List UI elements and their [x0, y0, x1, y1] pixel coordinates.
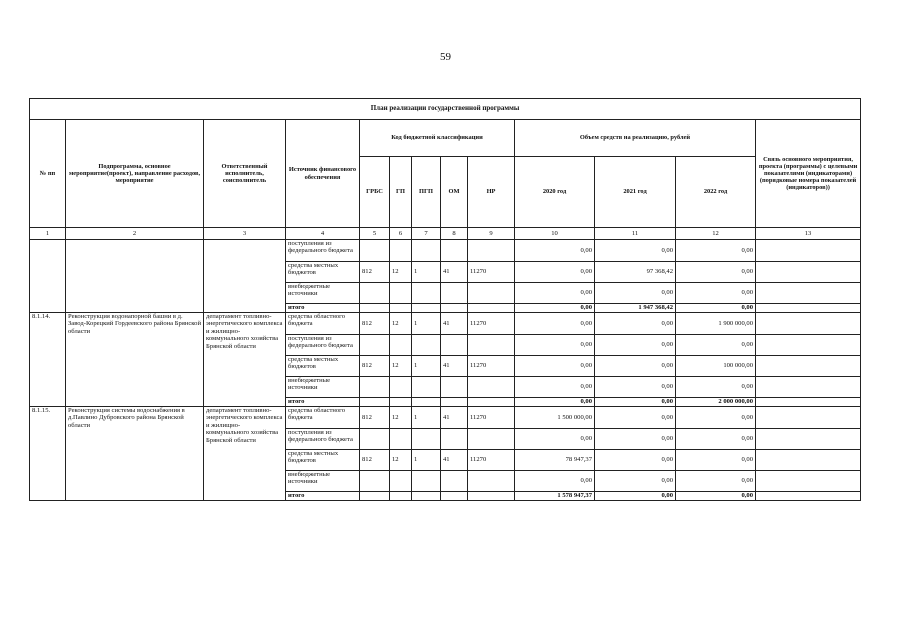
- amount-2020-cell: 0,00: [515, 471, 595, 492]
- amount-2022-cell: 0,00: [676, 262, 756, 283]
- source-cell: средства областного бюджета: [286, 313, 360, 335]
- header-2022: 2022 год: [676, 157, 756, 228]
- executor-cell: департамент топливно-энергетического комплекса и жилищно-коммунального хозяйства Брянской области: [204, 313, 286, 407]
- amount-2021-cell: 0,00: [595, 377, 676, 398]
- om-cell: 41: [441, 450, 468, 471]
- indicator-link-cell: [756, 335, 861, 356]
- pgp-cell: [412, 304, 441, 313]
- amount-2021-cell: 0,00: [595, 429, 676, 450]
- program-plan-table: [29, 98, 861, 501]
- grbs-cell: [360, 492, 390, 501]
- amount-2022-cell: 0,00: [676, 429, 756, 450]
- amount-2020-cell: 0,00: [515, 283, 595, 304]
- header-number: № пп: [30, 120, 66, 228]
- gp-cell: 12: [390, 407, 412, 429]
- table-row: [30, 240, 861, 262]
- amount-2020-cell: 1 500 000,00: [515, 407, 595, 429]
- source-cell: внебюджетные источники: [286, 283, 360, 304]
- executor-cell: департамент топливно-энергетического комплекса и жилищно-коммунального хозяйства Брянской области: [204, 407, 286, 501]
- om-cell: 41: [441, 356, 468, 377]
- column-number: 2: [66, 228, 204, 240]
- nr-cell: 11270: [468, 356, 515, 377]
- gp-cell: [390, 335, 412, 356]
- grbs-cell: [360, 335, 390, 356]
- om-cell: 41: [441, 262, 468, 283]
- grbs-cell: [360, 240, 390, 262]
- column-number: 13: [756, 228, 861, 240]
- pgp-cell: 1: [412, 313, 441, 335]
- grbs-cell: [360, 304, 390, 313]
- header-source: Источник финансового обеспечения: [286, 120, 360, 228]
- grbs-cell: 812: [360, 356, 390, 377]
- nr-cell: [468, 398, 515, 407]
- grbs-cell: 812: [360, 313, 390, 335]
- grbs-cell: [360, 398, 390, 407]
- om-cell: [441, 377, 468, 398]
- header-amount: Объем средств на реализацию, рублей: [515, 120, 756, 157]
- indicator-link-cell: [756, 356, 861, 377]
- amount-2021-cell: 0,00: [595, 471, 676, 492]
- header-nr: НР: [468, 157, 515, 228]
- grbs-cell: 812: [360, 450, 390, 471]
- om-cell: 41: [441, 407, 468, 429]
- nr-cell: [468, 304, 515, 313]
- item-number-cell: 8.1.14.: [30, 313, 66, 407]
- source-cell: внебюджетные источники: [286, 377, 360, 398]
- indicator-link-cell: [756, 398, 861, 407]
- nr-cell: 11270: [468, 450, 515, 471]
- om-cell: [441, 492, 468, 501]
- amount-2020-cell: 0,00: [515, 356, 595, 377]
- header-gp: ГП: [390, 157, 412, 228]
- page-number: 59: [440, 51, 451, 63]
- amount-2020-cell: 0,00: [515, 313, 595, 335]
- column-number: 5: [360, 228, 390, 240]
- gp-cell: [390, 283, 412, 304]
- om-cell: [441, 335, 468, 356]
- gp-cell: [390, 377, 412, 398]
- gp-cell: [390, 240, 412, 262]
- amount-2022-cell: 0,00: [676, 407, 756, 429]
- grbs-cell: 812: [360, 407, 390, 429]
- amount-2022-cell: 0,00: [676, 450, 756, 471]
- pgp-cell: [412, 398, 441, 407]
- nr-cell: [468, 335, 515, 356]
- om-cell: [441, 304, 468, 313]
- grbs-cell: [360, 377, 390, 398]
- amount-2020-cell: 0,00: [515, 377, 595, 398]
- column-number: 12: [676, 228, 756, 240]
- indicator-link-cell: [756, 471, 861, 492]
- table-row: [30, 407, 861, 429]
- indicator-link-cell: [756, 429, 861, 450]
- pgp-cell: 1: [412, 356, 441, 377]
- gp-cell: 12: [390, 313, 412, 335]
- amount-2022-cell: 2 000 000,00: [676, 398, 756, 407]
- column-number: 9: [468, 228, 515, 240]
- header-pgp: ПГП: [412, 157, 441, 228]
- gp-cell: 12: [390, 262, 412, 283]
- indicator-link-cell: [756, 313, 861, 335]
- nr-cell: [468, 429, 515, 450]
- source-cell: средства местных бюджетов: [286, 450, 360, 471]
- pgp-cell: [412, 335, 441, 356]
- nr-cell: 11270: [468, 262, 515, 283]
- gp-cell: [390, 471, 412, 492]
- nr-cell: [468, 283, 515, 304]
- indicator-link-cell: [756, 304, 861, 313]
- indicator-link-cell: [756, 492, 861, 501]
- column-number: 11: [595, 228, 676, 240]
- gp-cell: [390, 398, 412, 407]
- gp-cell: 12: [390, 356, 412, 377]
- amount-2021-cell: 97 368,42: [595, 262, 676, 283]
- amount-2021-cell: 0,00: [595, 335, 676, 356]
- column-number: 10: [515, 228, 595, 240]
- column-number: 4: [286, 228, 360, 240]
- source-cell: средства областного бюджета: [286, 407, 360, 429]
- nr-cell: [468, 471, 515, 492]
- indicator-link-cell: [756, 240, 861, 262]
- header-om: ОМ: [441, 157, 468, 228]
- amount-2022-cell: 0,00: [676, 335, 756, 356]
- indicator-link-cell: [756, 283, 861, 304]
- activity-cell: [66, 240, 204, 313]
- amount-2020-cell: 78 947,37: [515, 450, 595, 471]
- executor-cell: [204, 240, 286, 313]
- pgp-cell: [412, 283, 441, 304]
- om-cell: [441, 240, 468, 262]
- amount-2022-cell: 0,00: [676, 492, 756, 501]
- amount-2021-cell: 1 947 368,42: [595, 304, 676, 313]
- header-indicator-link: Связь основного мероприятия, проекта (программы) с целевыми показателями (индикаторами) (порядковые номера показателей (индикаторов)): [756, 120, 861, 228]
- pgp-cell: [412, 429, 441, 450]
- header-2021: 2021 год: [595, 157, 676, 228]
- indicator-link-cell: [756, 377, 861, 398]
- amount-2020-cell: 0,00: [515, 429, 595, 450]
- pgp-cell: [412, 492, 441, 501]
- amount-2021-cell: 0,00: [595, 492, 676, 501]
- gp-cell: [390, 429, 412, 450]
- indicator-link-cell: [756, 450, 861, 471]
- om-cell: [441, 429, 468, 450]
- amount-2020-cell: 0,00: [515, 304, 595, 313]
- nr-cell: [468, 240, 515, 262]
- table-title: План реализации государственной программы: [30, 99, 861, 120]
- source-cell: итого: [286, 398, 360, 407]
- pgp-cell: [412, 471, 441, 492]
- amount-2021-cell: 0,00: [595, 398, 676, 407]
- table-row: [30, 313, 861, 335]
- column-number: 8: [441, 228, 468, 240]
- item-number-cell: 8.1.15.: [30, 407, 66, 501]
- amount-2021-cell: 0,00: [595, 407, 676, 429]
- gp-cell: 12: [390, 450, 412, 471]
- amount-2021-cell: 0,00: [595, 313, 676, 335]
- amount-2022-cell: 0,00: [676, 377, 756, 398]
- grbs-cell: 812: [360, 262, 390, 283]
- header-activity: Подпрограмма, основное мероприятие(проект), направление расходов, мероприятие: [66, 120, 204, 228]
- amount-2022-cell: 0,00: [676, 471, 756, 492]
- source-cell: поступления из федерального бюджета: [286, 429, 360, 450]
- indicator-link-cell: [756, 262, 861, 283]
- amount-2022-cell: 100 000,00: [676, 356, 756, 377]
- nr-cell: [468, 492, 515, 501]
- amount-2022-cell: 0,00: [676, 304, 756, 313]
- amount-2020-cell: 1 578 947,37: [515, 492, 595, 501]
- amount-2020-cell: 0,00: [515, 262, 595, 283]
- indicator-link-cell: [756, 407, 861, 429]
- nr-cell: 11270: [468, 313, 515, 335]
- number-cell: [30, 240, 66, 313]
- column-number: 1: [30, 228, 66, 240]
- column-number: 3: [204, 228, 286, 240]
- amount-2022-cell: 1 900 000,00: [676, 313, 756, 335]
- amount-2022-cell: 0,00: [676, 283, 756, 304]
- amount-2020-cell: 0,00: [515, 398, 595, 407]
- header-executor: Ответственный исполнитель, соисполнитель: [204, 120, 286, 228]
- column-number-row: [30, 228, 861, 240]
- om-cell: 41: [441, 313, 468, 335]
- om-cell: [441, 398, 468, 407]
- pgp-cell: [412, 240, 441, 262]
- header-budget-code: Код бюджетной классификации: [360, 120, 515, 157]
- gp-cell: [390, 304, 412, 313]
- source-cell: средства местных бюджетов: [286, 356, 360, 377]
- om-cell: [441, 471, 468, 492]
- amount-2021-cell: 0,00: [595, 240, 676, 262]
- pgp-cell: 1: [412, 407, 441, 429]
- grbs-cell: [360, 471, 390, 492]
- source-cell: поступления из федерального бюджета: [286, 335, 360, 356]
- source-cell: итого: [286, 492, 360, 501]
- amount-2021-cell: 0,00: [595, 450, 676, 471]
- nr-cell: 11270: [468, 407, 515, 429]
- nr-cell: [468, 377, 515, 398]
- gp-cell: [390, 492, 412, 501]
- amount-2021-cell: 0,00: [595, 356, 676, 377]
- column-number: 6: [390, 228, 412, 240]
- header-grbs: ГРБС: [360, 157, 390, 228]
- source-cell: внебюджетные источники: [286, 471, 360, 492]
- activity-name-cell: Реконструкция системы водоснабжения в д.Павлино Дубровского района Брянской области: [66, 407, 204, 501]
- activity-name-cell: Реконструкция водонапорной башни в д. Завод-Корецкий Гордеевского района Брянской области: [66, 313, 204, 407]
- om-cell: [441, 283, 468, 304]
- grbs-cell: [360, 429, 390, 450]
- header-2020: 2020 год: [515, 157, 595, 228]
- source-cell: средства местных бюджетов: [286, 262, 360, 283]
- column-number: 7: [412, 228, 441, 240]
- pgp-cell: 1: [412, 262, 441, 283]
- amount-2020-cell: 0,00: [515, 335, 595, 356]
- amount-2022-cell: 0,00: [676, 240, 756, 262]
- source-cell: итого: [286, 304, 360, 313]
- pgp-cell: 1: [412, 450, 441, 471]
- amount-2020-cell: 0,00: [515, 240, 595, 262]
- source-cell: поступления из федерального бюджета: [286, 240, 360, 262]
- grbs-cell: [360, 283, 390, 304]
- pgp-cell: [412, 377, 441, 398]
- amount-2021-cell: 0,00: [595, 283, 676, 304]
